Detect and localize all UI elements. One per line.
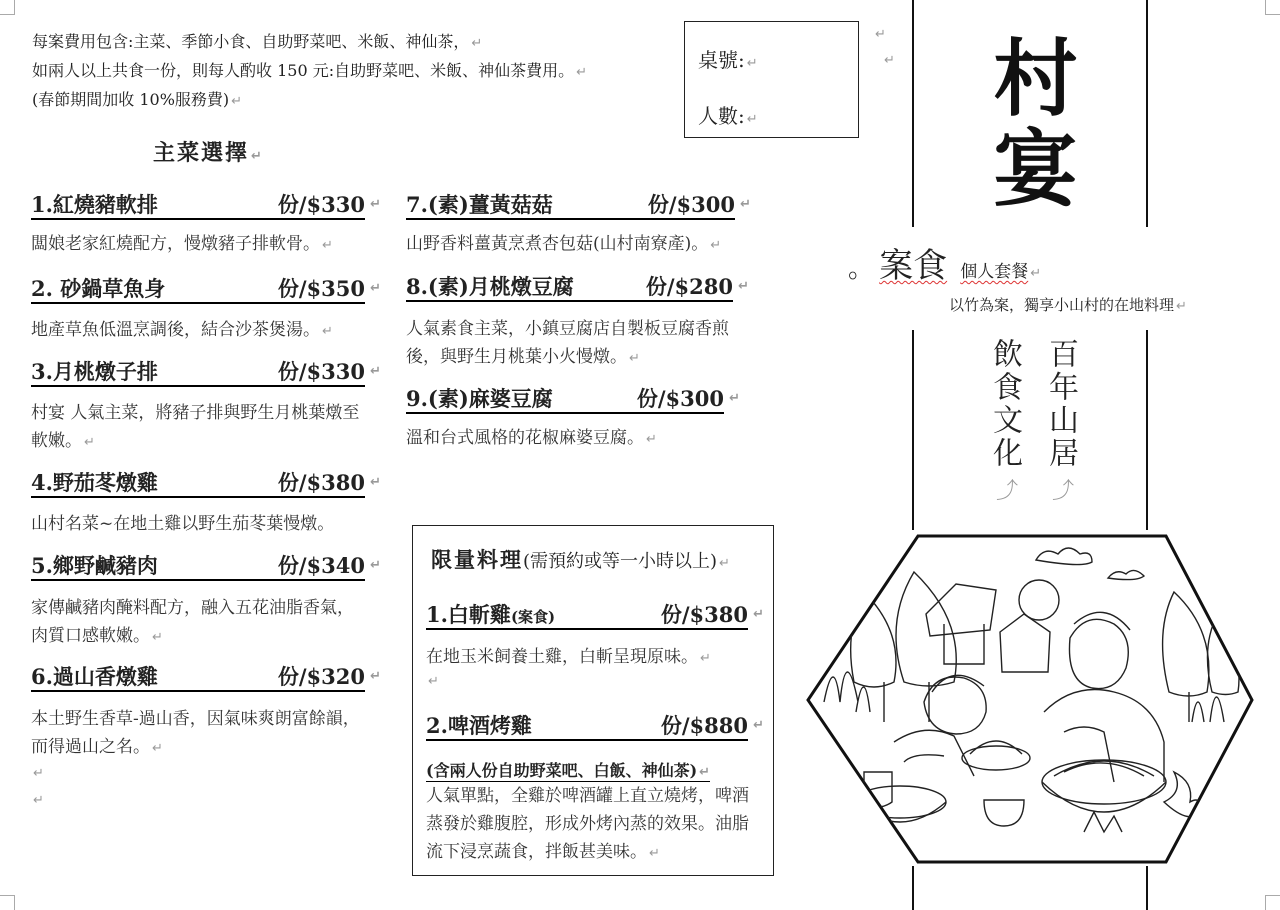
menu-item-3-price <box>277 359 381 385</box>
paragraph-mark-icon: ↵ <box>370 669 381 684</box>
limited-note: (需預約或等一小時以上) <box>523 551 718 572</box>
menu-item-4-desc <box>31 510 381 538</box>
intro-line-3-text: (春節期間加收 10%服務費) <box>32 90 230 109</box>
limited-item-2-sub-text: (含兩人份自助野菜吧、白飯、神仙茶) <box>426 761 698 780</box>
limited-item-1-price-text: 份/$380 <box>660 602 748 627</box>
limited-item-1-heading <box>426 602 764 630</box>
menu-item-8-desc <box>406 315 731 373</box>
paragraph-mark-icon: ↵ <box>231 94 243 109</box>
main-dishes-title-text: 主菜選擇 <box>153 140 250 166</box>
limited-item-2-desc-text: 人氣單點，全雞於啤酒罐上直立燒烤，啤酒蒸發於雞腹腔，形成外烤內蒸的效果。油脂流下浸烹蔬食，拌飯甚美味。 <box>426 786 749 862</box>
intro-line-2 <box>32 57 587 86</box>
menu-item-6-price <box>277 664 381 690</box>
menu-item-1-heading <box>31 192 381 220</box>
menu-item-2-desc-text: 地產草魚低溫烹調後，結合沙茶煲湯。 <box>31 320 320 340</box>
limited-item-1-price <box>660 602 764 628</box>
limited-item-2-sub <box>426 758 710 782</box>
limited-item-2-heading <box>426 713 764 741</box>
table-number-field[interactable] <box>698 44 758 73</box>
menu-item-3-name: 3.月桃燉子排 <box>31 359 158 384</box>
menu-item-4-price-text: 份/$380 <box>277 470 365 495</box>
paragraph-mark-icon: ⤴ <box>1052 479 1075 504</box>
menu-item-4-price <box>277 470 381 496</box>
menu-item-3-desc-text: 村宴 人氣主菜，將豬子排與野生月桃葉燉至軟嫩。 <box>31 403 360 451</box>
menu-item-5-desc <box>31 594 361 652</box>
menu-item-3-price-text: 份/$330 <box>277 359 365 384</box>
menu-item-1-desc-text: 闆娘老家紅燒配方，慢燉豬子排軟骨。 <box>31 234 320 254</box>
paragraph-mark-icon: ↵ <box>753 607 764 622</box>
menu-item-1-name: 1.紅燒豬軟排 <box>31 192 158 217</box>
panel-border-left-mid <box>912 330 914 530</box>
menu-item-3-heading <box>31 359 381 387</box>
paragraph-mark-icon: ↵ <box>152 630 163 645</box>
paragraph-mark-icon: ↵ <box>471 36 483 51</box>
paragraph-mark-icon: ↵ <box>649 846 660 861</box>
paragraph-mark-icon: ↵ <box>740 197 751 212</box>
menu-item-4-desc-text: 山村名菜~在地土雞以野生茄苳葉慢燉。 <box>31 514 335 534</box>
menu-item-7-price-text: 份/$300 <box>647 192 735 217</box>
crop-mark-top-left <box>0 0 15 15</box>
paragraph-mark-icon: ↵ <box>1176 299 1187 314</box>
crop-mark-bottom-right <box>1265 895 1280 910</box>
paragraph-mark-icon: ↵ <box>370 197 381 212</box>
limited-title <box>431 544 730 574</box>
limited-item-1-desc <box>426 643 756 673</box>
paragraph-mark-icon: ↵ <box>370 364 381 379</box>
paragraph-mark-icon: ↵ <box>884 53 895 68</box>
panel-border-right-mid <box>1146 330 1148 530</box>
intro-line-1 <box>32 28 587 57</box>
limited-title-text: 限量料理 <box>431 547 523 572</box>
brand-tagline <box>949 294 1187 315</box>
limited-item-2-price-text: 份/$880 <box>660 713 748 738</box>
people-count-label: 人數: <box>698 104 745 128</box>
paragraph-mark-icon: ↵ <box>699 765 711 780</box>
intro-line-3 <box>32 86 587 115</box>
menu-item-6-heading <box>31 664 381 692</box>
paragraph-mark-icon: ↵ <box>576 65 588 80</box>
paragraph-mark-icon: ↵ <box>729 391 740 406</box>
paragraph-mark-icon: ↵ <box>719 556 730 571</box>
table-info-box <box>684 21 859 138</box>
menu-item-2-price-text: 份/$350 <box>277 276 365 301</box>
paragraph-mark-icon: ↵ <box>251 149 264 164</box>
menu-item-2-desc <box>31 316 371 346</box>
intro-text <box>32 28 587 115</box>
limited-item-2-price <box>660 713 764 739</box>
menu-item-9-price <box>636 386 740 412</box>
limited-items-box <box>412 525 774 876</box>
limited-item-1-tag: (案食) <box>510 608 556 626</box>
people-count-field[interactable] <box>698 100 758 129</box>
paragraph-mark-icon: ↵ <box>428 674 439 689</box>
limited-item-1-name-text: 1.白斬雞 <box>426 602 511 627</box>
brand-logo: 村宴 <box>980 34 1079 214</box>
paragraph-mark-icon: ↵ <box>33 793 44 808</box>
menu-item-7-name: 7.(素)薑黃菇菇 <box>406 192 553 217</box>
menu-item-8-price <box>645 274 749 300</box>
menu-item-9-heading <box>406 386 740 414</box>
menu-item-9-desc-text: 溫和台式風格的花椒麻婆豆腐。 <box>406 428 644 448</box>
menu-item-7-desc <box>406 230 756 260</box>
menu-item-8-heading <box>406 274 749 302</box>
hexagon-frame <box>808 536 1252 862</box>
brand-bullet: 。 <box>848 254 875 284</box>
paragraph-mark-icon: ↵ <box>84 435 95 450</box>
paragraph-mark-icon: ↵ <box>370 558 381 573</box>
panel-border-left-bottom <box>912 866 914 910</box>
paragraph-mark-icon: ↵ <box>753 718 764 733</box>
paragraph-mark-icon: ↵ <box>370 475 381 490</box>
limited-item-1-name <box>426 602 555 630</box>
menu-item-8-name: 8.(素)月桃燉豆腐 <box>406 274 574 299</box>
menu-item-2-price <box>277 276 381 302</box>
table-number-label: 桌號: <box>698 48 745 72</box>
menu-item-6-desc-text: 本土野生香草-過山香，因氣味爽朗富餘韻，而得過山之名。 <box>31 709 360 757</box>
menu-item-9-desc <box>406 424 756 454</box>
menu-item-9-name: 9.(素)麻婆豆腐 <box>406 386 553 411</box>
paragraph-mark-icon: ↵ <box>1030 266 1042 281</box>
limited-item-2-desc <box>426 782 762 868</box>
menu-item-7-desc-text: 山野香料薑黃烹煮杏包菇(山村南寮產)。 <box>406 234 709 254</box>
brand-title: 案食 <box>879 246 948 286</box>
paragraph-mark-icon: ↵ <box>700 651 711 666</box>
menu-item-1-price <box>277 192 381 218</box>
paragraph-mark-icon: ⤴ <box>996 479 1019 504</box>
menu-item-1-desc <box>31 230 371 260</box>
paragraph-mark-icon: ↵ <box>152 741 163 756</box>
menu-item-4-heading <box>31 470 381 498</box>
menu-item-2-heading <box>31 276 381 304</box>
intro-line-1-text: 每案費用包含:主菜、季節小食、自助野菜吧、米飯、神仙茶， <box>32 32 470 51</box>
paragraph-mark-icon: ↵ <box>322 324 333 339</box>
limited-item-2-name: 2.啤酒烤雞 <box>426 713 532 738</box>
menu-item-3-desc <box>31 399 361 457</box>
panel-border-left-top <box>912 0 914 227</box>
menu-item-8-price-text: 份/$280 <box>645 274 733 299</box>
paragraph-mark-icon: ↵ <box>738 279 749 294</box>
menu-item-5-heading <box>31 553 381 581</box>
paragraph-mark-icon: ↵ <box>629 351 640 366</box>
crop-mark-top-right <box>1265 0 1280 15</box>
brand-subtitle: 個人套餐 <box>960 262 1029 282</box>
limited-item-1-desc-text: 在地玉米飼養土雞，白斬呈現原味。 <box>426 647 698 667</box>
menu-item-8-desc-text: 人氣素食主菜，小鎮豆腐店自製板豆腐香煎後，與野生月桃葉小火慢燉。 <box>406 319 729 367</box>
panel-border-right-top <box>1146 0 1148 227</box>
menu-item-9-price-text: 份/$300 <box>636 386 724 411</box>
menu-item-5-desc-text: 家傳鹹豬肉醃料配方，融入五花油脂香氣，肉質口感軟嫩。 <box>31 598 354 646</box>
brand-tagline-text: 以竹為案，獨享小山村的在地料理 <box>949 296 1175 314</box>
intro-line-2-text: 如兩人以上共食一份，則每人酌收 150 元:自助野菜吧、米飯、神仙茶費用。 <box>32 61 575 80</box>
menu-item-7-heading <box>406 192 751 220</box>
paragraph-mark-icon: ↵ <box>710 238 722 253</box>
menu-item-5-price <box>277 553 381 579</box>
paragraph-mark-icon: ↵ <box>322 238 333 253</box>
menu-item-5-price-text: 份/$340 <box>277 553 365 578</box>
brand-title-row <box>848 238 1041 287</box>
menu-item-4-name: 4.野茄苳燉雞 <box>31 470 158 495</box>
menu-item-7-price <box>647 192 751 218</box>
vertical-text-right: 百年山居 <box>1043 338 1078 470</box>
menu-item-5-name: 5.鄉野鹹豬肉 <box>31 553 158 578</box>
paragraph-mark-icon: ↵ <box>33 766 44 781</box>
paragraph-mark-icon: ↵ <box>370 281 381 296</box>
paragraph-mark-icon: ↵ <box>746 112 758 127</box>
menu-item-6-price-text: 份/$320 <box>277 664 365 689</box>
paragraph-mark-icon: ↵ <box>875 27 886 42</box>
menu-item-6-desc <box>31 705 361 763</box>
vertical-text-left: 飲食文化 <box>987 338 1022 470</box>
menu-item-1-price-text: 份/$330 <box>277 192 365 217</box>
menu-item-2-name: 2. 砂鍋草魚身 <box>31 276 166 301</box>
village-feast-illustration <box>804 532 1256 866</box>
crop-mark-bottom-left <box>0 895 15 910</box>
menu-item-6-name: 6.過山香燉雞 <box>31 664 158 689</box>
main-dishes-title <box>153 136 264 167</box>
paragraph-mark-icon: ↵ <box>746 56 758 71</box>
paragraph-mark-icon: ↵ <box>646 432 657 447</box>
panel-border-right-bottom <box>1146 866 1148 910</box>
